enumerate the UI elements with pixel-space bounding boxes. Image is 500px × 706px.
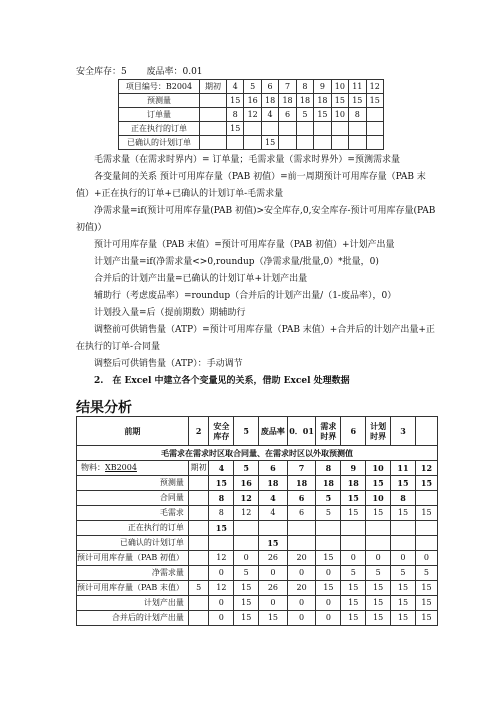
value-cell: [209, 536, 234, 551]
plan-fence-label: 计划时界: [366, 417, 391, 446]
lead-value: 2: [188, 417, 209, 446]
value-cell: 12: [234, 506, 259, 521]
value-cell: 5: [366, 566, 391, 581]
intro-line: [76, 66, 203, 78]
note-row: [77, 446, 438, 461]
value-cell: 18: [314, 94, 331, 108]
value-cell: 5: [234, 566, 259, 581]
row-label: 预计可用库存量（PAB 末值）: [77, 581, 189, 596]
step-heading: 2. 在 Excel 中建立各个变量见的关系，借助 Excel 处理数据: [94, 376, 350, 386]
params-row: [77, 417, 438, 446]
value-cell: 0: [209, 566, 234, 581]
value-cell: 0: [366, 551, 391, 566]
row-label: 计划产出量: [77, 596, 189, 611]
value-cell: 0: [259, 596, 288, 611]
value-cell: 15: [234, 581, 259, 596]
value-cell: 10: [331, 108, 348, 122]
value-cell: [366, 536, 391, 551]
empty-cell: [200, 122, 227, 136]
value-cell: 12: [244, 108, 261, 122]
value-cell: [234, 521, 259, 536]
value-cell: 0: [259, 566, 288, 581]
value-cell: 15: [415, 611, 437, 626]
value-cell: 4: [259, 491, 288, 506]
value-cell: [366, 122, 384, 136]
period-cell: 8: [316, 461, 341, 476]
value-cell: 15: [341, 596, 366, 611]
value-cell: 15: [391, 611, 416, 626]
table-row: [77, 611, 438, 626]
table-row: [77, 521, 438, 536]
value-cell: 15: [234, 611, 259, 626]
row-label: 净需求量: [77, 566, 189, 581]
period-cell: 10: [366, 461, 391, 476]
value-cell: 6: [279, 108, 296, 122]
table-row: [119, 122, 384, 136]
period-cell: 7: [279, 80, 296, 94]
value-cell: 15: [331, 94, 348, 108]
value-cell: 5: [316, 506, 341, 521]
value-cell: 8: [209, 506, 234, 521]
period-cell: 11: [349, 80, 366, 94]
period-cell: 4: [227, 80, 244, 94]
period-cell: 6: [261, 80, 278, 94]
input-data-table: [118, 79, 384, 150]
formula-line: 计划产出量=if(净需求量<>0,roundup（净需求量/批量,0）*批量，0): [94, 257, 379, 267]
value-cell: [366, 108, 384, 122]
initial-cell: [188, 476, 209, 491]
initial-cell: 5: [188, 581, 209, 596]
period-cell: 9: [314, 80, 331, 94]
formula-line: 合并后的计划产出量=已确认的计划订单+计划产出量: [94, 274, 308, 284]
safety-value: 5: [234, 417, 259, 446]
value-cell: 20: [287, 581, 316, 596]
value-cell: 15: [341, 581, 366, 596]
formula-line: 计划投入量=后（提前期数）期辅助行: [94, 308, 246, 318]
value-cell: 0: [316, 611, 341, 626]
row-label: 已确认的计划订单: [77, 536, 189, 551]
empty-cell: [415, 417, 437, 446]
value-cell: 18: [259, 476, 288, 491]
value-cell: 8: [209, 491, 234, 506]
value-cell: 12: [234, 491, 259, 506]
value-cell: 15: [415, 506, 437, 521]
item-code: XB2004: [105, 463, 137, 472]
table-row: [119, 108, 384, 122]
value-cell: 0: [391, 551, 416, 566]
period-row: [77, 461, 438, 476]
value-cell: 8: [391, 491, 416, 506]
value-cell: [391, 521, 416, 536]
value-cell: 0: [415, 551, 437, 566]
value-cell: [341, 521, 366, 536]
period-cell: 10: [331, 80, 348, 94]
row-label: 预测量: [77, 476, 189, 491]
value-cell: [415, 491, 437, 506]
period-cell: 6: [259, 461, 288, 476]
value-cell: 18: [341, 476, 366, 491]
value-cell: 15: [391, 581, 416, 596]
value-cell: 15: [341, 506, 366, 521]
period-cell: 8: [296, 80, 313, 94]
period-label: 期初: [188, 461, 209, 476]
value-cell: 15: [341, 611, 366, 626]
value-cell: [259, 521, 288, 536]
value-cell: [366, 136, 384, 150]
value-cell: 0: [209, 611, 234, 626]
value-cell: 15: [227, 122, 244, 136]
value-cell: 6: [287, 491, 316, 506]
formula-line: 各变量间的关系 预计可用库存量（PAB 初值）=前一周期预计可用库存量（PAB 末值）+正在执行的订单+已确认的计划订单-毛需求量: [76, 172, 426, 199]
value-cell: [349, 136, 366, 150]
item-prefix: 物料：: [81, 463, 105, 472]
value-cell: 15: [316, 581, 341, 596]
demand-fence-label: 需求时界: [316, 417, 341, 446]
value-cell: 26: [259, 581, 288, 596]
value-cell: [316, 536, 341, 551]
row-label: 合同量: [77, 491, 189, 506]
value-cell: 15: [415, 596, 437, 611]
row-label: 预测量: [119, 94, 200, 108]
value-cell: [244, 122, 261, 136]
period-cell: 12: [366, 80, 384, 94]
value-cell: 4: [261, 108, 278, 122]
value-cell: 15: [349, 94, 366, 108]
formula-block: [76, 152, 436, 373]
value-cell: 18: [316, 476, 341, 491]
period-cell: 5: [244, 80, 261, 94]
formula-line: 辅助行（考虑废品率）=roundup（合并后的计划产出量/（1-废品率），0）: [94, 291, 397, 301]
item-label: 项目编号：B2004: [119, 80, 200, 94]
value-cell: 15: [366, 476, 391, 491]
initial-cell: [188, 506, 209, 521]
value-cell: 0: [287, 596, 316, 611]
value-cell: 16: [244, 94, 261, 108]
value-cell: 5: [296, 108, 313, 122]
value-cell: 12: [209, 551, 234, 566]
value-cell: 15: [209, 476, 234, 491]
value-cell: [349, 122, 366, 136]
value-cell: 15: [366, 611, 391, 626]
scrap-rate-text: 废品率：0.01: [146, 67, 203, 77]
value-cell: 15: [391, 506, 416, 521]
value-cell: 18: [296, 94, 313, 108]
row-label: 正在执行的订单: [77, 521, 189, 536]
formula-line: 净需求量=if(预计可用库存量(PAB 初值)>安全库存,0,安全库存-预计可用库存量(PAB 初值)）: [76, 206, 436, 233]
value-cell: [366, 521, 391, 536]
row-label: 毛需求: [77, 506, 189, 521]
initial-cell: [188, 521, 209, 536]
scrap-value: 0．01: [287, 417, 316, 446]
period-cell: 7: [287, 461, 316, 476]
table-row: [77, 566, 438, 581]
value-cell: 16: [234, 476, 259, 491]
value-cell: 18: [279, 94, 296, 108]
value-cell: 15: [209, 521, 234, 536]
table-row: [119, 136, 384, 150]
value-cell: [415, 521, 437, 536]
period-label: 期初: [200, 80, 227, 94]
period-cell: 5: [234, 461, 259, 476]
header-row: [119, 80, 384, 94]
value-cell: [261, 122, 278, 136]
value-cell: [287, 521, 316, 536]
value-cell: [331, 136, 348, 150]
value-cell: 15: [259, 611, 288, 626]
value-cell: 15: [261, 136, 278, 150]
value-cell: 8: [227, 108, 244, 122]
period-cell: 4: [209, 461, 234, 476]
value-cell: 15: [314, 108, 331, 122]
value-cell: 18: [261, 94, 278, 108]
table-row: [77, 596, 438, 611]
row-label: 合并后的计划产出量: [77, 611, 189, 626]
row-label: 预计可用库存量（PAB 初值）: [77, 551, 189, 566]
value-cell: 5: [415, 566, 437, 581]
value-cell: 15: [415, 476, 437, 491]
table-row: [77, 476, 438, 491]
value-cell: 20: [287, 551, 316, 566]
value-cell: 0: [209, 596, 234, 611]
value-cell: 26: [259, 551, 288, 566]
formula-line: 调整前可供销售量（ATP）=预计可用库存量（PAB 末值）+合并后的计划产出量+正在执行的订单-合同量: [76, 325, 435, 352]
value-cell: 5: [341, 566, 366, 581]
value-cell: 15: [341, 491, 366, 506]
initial-cell: [188, 566, 209, 581]
value-cell: 4: [259, 506, 288, 521]
value-cell: [227, 136, 244, 150]
value-cell: [391, 536, 416, 551]
value-cell: 15: [366, 94, 384, 108]
value-cell: 15: [259, 536, 288, 551]
empty-cell: [200, 108, 227, 122]
initial-cell: [188, 596, 209, 611]
lead-label: 前期: [77, 417, 189, 446]
value-cell: 15: [316, 551, 341, 566]
value-cell: [331, 122, 348, 136]
value-cell: [314, 122, 331, 136]
value-cell: [296, 122, 313, 136]
table-row: [119, 94, 384, 108]
value-cell: 6: [287, 506, 316, 521]
value-cell: 15: [415, 581, 437, 596]
value-cell: 15: [366, 596, 391, 611]
table-row: [77, 506, 438, 521]
formula-line: 毛需求量（在需求时界内）= 订单量；毛需求量（需求时界外）=预测需求量: [94, 155, 400, 165]
table-row: [77, 581, 438, 596]
value-cell: 15: [227, 94, 244, 108]
table-row: [77, 536, 438, 551]
value-cell: 0: [234, 551, 259, 566]
safety-stock-text: 安全库存：5: [76, 67, 127, 77]
table-row: [77, 491, 438, 506]
item-cell: [77, 461, 189, 476]
value-cell: [287, 536, 316, 551]
safety-label: 安全库存: [209, 417, 234, 446]
initial-cell: [188, 551, 209, 566]
value-cell: 5: [316, 491, 341, 506]
value-cell: [279, 122, 296, 136]
period-cell: 9: [341, 461, 366, 476]
value-cell: 18: [287, 476, 316, 491]
table-row: [77, 551, 438, 566]
value-cell: 0: [316, 566, 341, 581]
value-cell: 5: [391, 566, 416, 581]
empty-cell: [200, 136, 227, 150]
period-cell: 11: [391, 461, 416, 476]
row-label: 已确认的计划订单: [119, 136, 200, 150]
row-label: 正在执行的订单: [119, 122, 200, 136]
note-cell: 毛需求在需求时区取合同量、在需求时区以外取预测值: [77, 446, 438, 461]
value-cell: 0: [287, 566, 316, 581]
row-label: 订单量: [119, 108, 200, 122]
value-cell: 8: [349, 108, 366, 122]
value-cell: [244, 136, 261, 150]
value-cell: [234, 536, 259, 551]
empty-cell: [200, 94, 227, 108]
value-cell: 0: [341, 551, 366, 566]
section-title: 结果分析: [76, 400, 132, 416]
period-cell: 12: [415, 461, 437, 476]
value-cell: [415, 536, 437, 551]
value-cell: [296, 136, 313, 150]
value-cell: 0: [287, 611, 316, 626]
initial-cell: [188, 611, 209, 626]
value-cell: [314, 136, 331, 150]
formula-line: 预计可用库存量（PAB 末值）=预计可用库存量（PAB 初值）+计划产出量: [94, 240, 395, 250]
value-cell: 15: [391, 476, 416, 491]
scrap-label: 废品率: [259, 417, 288, 446]
value-cell: 15: [366, 506, 391, 521]
result-table: [76, 416, 438, 626]
value-cell: 15: [391, 596, 416, 611]
demand-fence-value: 6: [341, 417, 366, 446]
value-cell: 15: [234, 596, 259, 611]
value-cell: 0: [316, 596, 341, 611]
plan-fence-value: 3: [391, 417, 416, 446]
value-cell: [341, 536, 366, 551]
value-cell: 15: [366, 581, 391, 596]
value-cell: 10: [366, 491, 391, 506]
initial-cell: [188, 491, 209, 506]
value-cell: [316, 521, 341, 536]
initial-cell: [188, 536, 209, 551]
formula-line: 调整后可供销售量（ATP）：手动调节: [94, 359, 243, 369]
value-cell: 12: [209, 581, 234, 596]
value-cell: [279, 136, 296, 150]
